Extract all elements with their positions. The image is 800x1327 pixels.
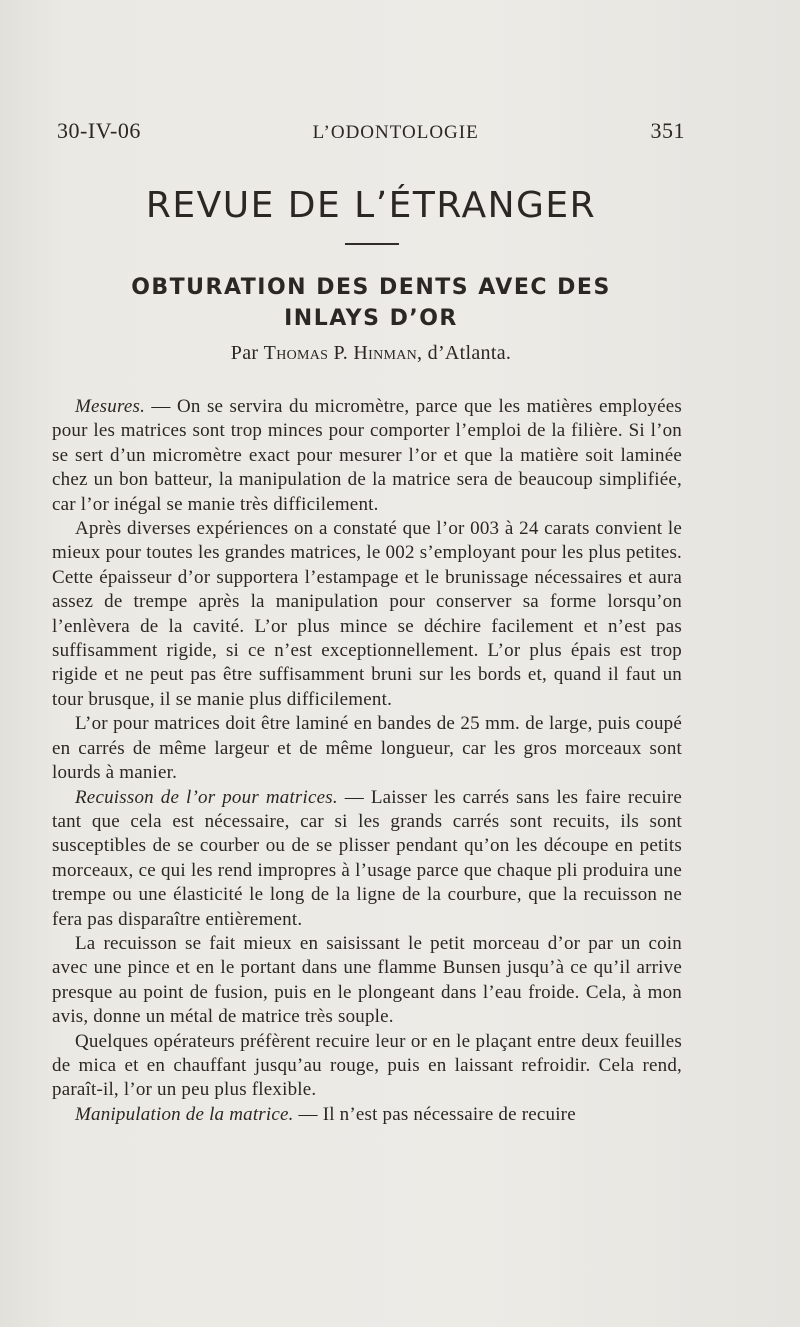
byline-prefix: Par (230, 342, 264, 364)
paragraph (52, 932, 682, 1030)
article-body (52, 395, 682, 1127)
paragraph-text: Après diverses expériences on a constaté que l’or 003 à 24 carats convient le mieux pour toutes les grandes matrices, le 002 s’employant pour les plus petites. Cette épaisseur d’or supportera l’estampage et le brunissage nécessaires et aura assez de trempe après la manipulation pour conserver sa forme lorsqu’on l’enlèvera de la cavité. L’or plus mince se déchire facilement et n’est pas suffisamment rigide, si ce n’est exceptionnellement. L’or plus épais est trop rigide et ne peut pas être suffisamment bruni sur les bords et, quand il faut un tour brusque, il se manie plus difficilement. (52, 518, 682, 710)
paragraph-lead: Recuisson de l’or pour matrices. (75, 786, 338, 808)
paragraph-text: La recuisson se fait mieux en saisissant le petit morceau d’or par un coin avec une pince et en le portant dans une flamme Bunsen jusqu’à ce qu’il arrive presque au point de fusion, puis en le plongeant dans l’eau froide. Cela, à mon avis, donne un métal de matrice très souple. (52, 932, 682, 1028)
article-title-line-1: OBTURATION DES DENTS AVEC DES (131, 275, 611, 300)
page-number: 351 (650, 118, 685, 143)
section-title: REVUE DE L’ÉTRANGER (145, 185, 597, 226)
issue-date: 30-IV-06 (57, 118, 141, 143)
article-byline (0, 342, 742, 365)
paragraph-text: L’or pour matrices doit être laminé en bandes de 25 mm. de large, puis coupé en carrés de même largeur et de même longueur, car les gros morceaux sont lourds à manier. (52, 713, 682, 784)
paragraph-lead: Mesures. (75, 396, 146, 417)
paragraph (52, 517, 682, 712)
paragraph (52, 712, 682, 785)
paragraph-text: — On se servira du micromètre, parce que les matières employées pour les matrices sont trop minces pour comporter l’emploi de la filière. Si l’on se sert d’un micromètre exact pour mesurer l’or et que la matière soit laminée chez un bon batteur, la manipulation de la matrice sera de beaucoup simplifiée, car l’or inégal se manie très difficilement. (52, 396, 682, 515)
paragraph (52, 1030, 682, 1103)
running-header (57, 118, 685, 144)
paragraph-text: — Laisser les carrés sans les faire recuire tant que cela est nécessaire, car si les grands carrés sont recuits, ils sont susceptibles de se courber ou de se plisser pendant qu’on les découpe en petits morceaux, ce qui les rend impropres à l’usage parce que chaque pli produira une trempe ou une élasticité le long de la ligne de la courbure, que la recuisson ne fera pas disparaître entièrement. (52, 786, 682, 930)
journal-name: L’ODONTOLOGIE (312, 122, 479, 143)
paragraph-text: — Il n’est pas nécessaire de recuire (293, 1103, 576, 1125)
paragraph (52, 1103, 682, 1127)
paragraph (52, 786, 682, 932)
byline-location: , d’Atlanta. (417, 342, 512, 364)
author-name: Thomas P. Hinman (263, 342, 418, 364)
paragraph-text: Quelques opérateurs préfèrent recuire leur or en le plaçant entre deux feuilles de mica et en chauffant jusqu’au rouge, puis en laissant refroidir. Cela rend, paraît-il, l’or un peu plus flexible. (52, 1030, 682, 1101)
paragraph (52, 395, 682, 517)
article-title-line-2: INLAYS D’OR (284, 306, 458, 331)
paragraph-lead: Manipulation de la matrice. (75, 1103, 294, 1125)
article-title (60, 272, 682, 334)
title-divider (345, 243, 399, 245)
